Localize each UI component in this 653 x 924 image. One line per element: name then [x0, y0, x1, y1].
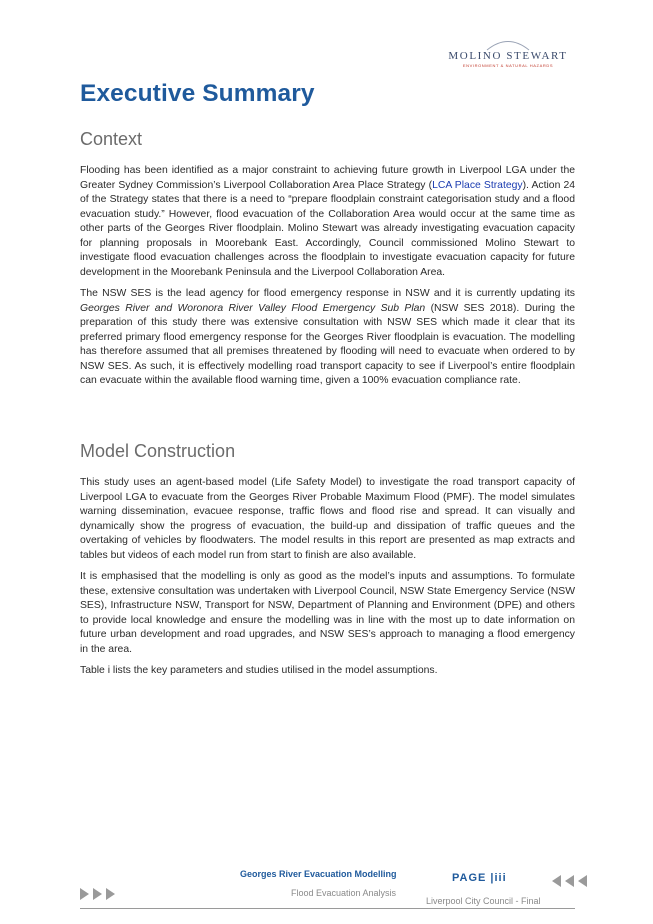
footer-doc-title: Georges River Evacuation Modelling [240, 869, 397, 879]
footer-divider [80, 908, 575, 909]
back-arrows-icon [552, 875, 590, 887]
footer-client: Liverpool City Council - Final [426, 896, 541, 906]
logo-tagline: ENVIRONMENT & NATURAL HAZARDS [462, 63, 554, 68]
lca-place-strategy-link[interactable]: LCA Place Strategy [432, 179, 523, 191]
context-heading: Context [80, 129, 143, 149]
model-section [80, 476, 575, 686]
context-paragraph-1: Flooding has been identified as a major constraint to achieving future growth in Liverpool LGA under the Greater Sydney Commission’s Liverpool Collaboration Area Place Strategy (LCA Place Strategy). Action 24 of the Strategy states that there is a need to “prepare floodplain constraint categorisation study and a flood evacuation study.” However, flood evacuation of the Collaboration Area would occur at the same time as other parts of the Georges River floodplain. Molino Stewart was already investigating evacuation capacity for planning proposals in Moorebank East. Accordingly, Council commissioned Molino Stewart to investigate flood evacuation challenges across the floodplain to investigate evacuation capacity for future development in the Moorebank Peninsula and the Liverpool Collaboration Area. [80, 165, 575, 278]
page-title: Executive Summary [80, 80, 315, 107]
model-paragraph-2: It is emphasised that the modelling is only as good as the model’s inputs and assumptions. To formulate these, extensive consultation was undertaken with Liverpool Council, NSW State Emergency Service (NSW SES), Infrastructure NSW, Transport for NSW, Department of Planning and Environment (DPE) and others to provide local knowledge and ensure the modelling was in line with the most up to date information on future urban development and road upgrades, and NSW SES’s approach to managing a flood emergency in the area. [80, 571, 575, 655]
model-paragraph-1: This study uses an agent-based model (Life Safety Model) to investigate the road transport capacity of Liverpool LGA to evacuate from the Georges River Probable Maximum Flood (PMF). The model simulates warning dissemination, evacuee response, traffic flows and flood rise and spread. It can visually and dynamically show the progress of evacuation, the build-up and dissipation of traffic queues and the overtaking of vehicles by floodwaters. The model results in this report are presented as map extracts and tables but videos of each model run from start to finish are also available. [80, 477, 575, 561]
footer-doc-subtitle: Flood Evacuation Analysis [291, 888, 397, 898]
molino-stewart-logo [443, 40, 573, 68]
sub-plan-title: Georges River and Woronora River Valley Flood Emergency Sub Plan [80, 302, 426, 314]
forward-arrows-icon [80, 888, 120, 900]
context-paragraph-2: The NSW SES is the lead agency for flood emergency response in NSW and it is currently updating its Georges River and Woronora River Valley Flood Emergency Sub Plan (NSW SES 2018). During the preparation of this study there was extensive consultation with NSW SES which made it clear that its preferred primary flood emergency response for the Georges River floodplain is evacuation. The modelling has therefore assumed that all premises threatened by flooding will need to evacuate when ordered to by NSW SES. As such, it is effectively modelling road transport capacity to see if Liverpool’s entire floodplain can evacuate within the available flood warning time, given a 100% evacuation compliance rate. [80, 288, 575, 386]
footer-page-number: PAGE |iii [452, 872, 507, 884]
model-construction-heading: Model Construction [80, 441, 236, 461]
context-section [80, 164, 575, 396]
logo-name: MOLINO STEWART [448, 50, 568, 62]
model-paragraph-3: Table i lists the key parameters and studies utilised in the model assumptions. [80, 665, 438, 676]
logo-arc-icon [485, 37, 531, 51]
